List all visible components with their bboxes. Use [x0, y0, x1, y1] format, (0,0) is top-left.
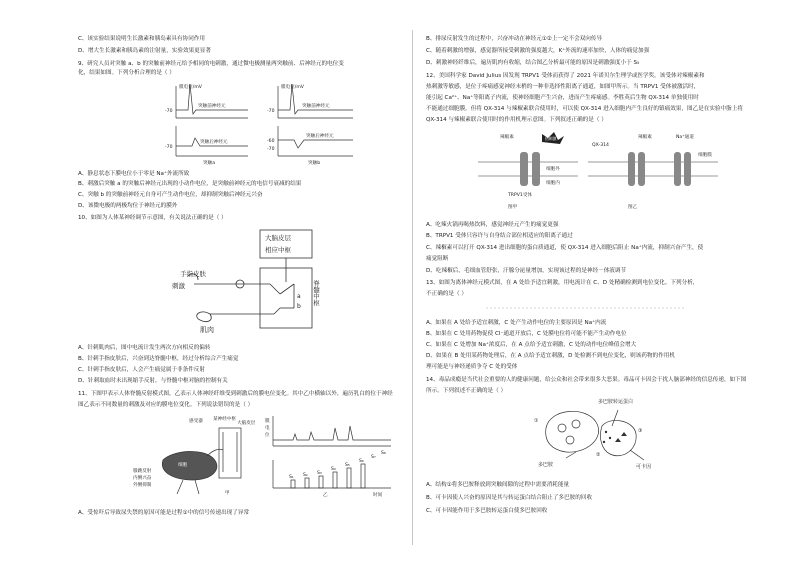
q12-out-label: 细胞外: [546, 167, 560, 172]
q11-fibers-label3: 外侧抑制: [133, 483, 152, 488]
q14-transporter-label: 多巴胺转运蛋白: [598, 399, 634, 405]
q12-capsaicin2-label: 辣椒素: [638, 135, 652, 140]
q12-stem-line3: 能引起 Ca²⁺、Na⁺等阳离子内流，使神经细胞产生兴奋，进而产生疼痛感。李胜英后生物 QX-314 单独使用时: [426, 95, 699, 101]
q11-jia-label: 甲: [225, 491, 230, 496]
q13-stem-line1: 13、如图为离体神经元模式图，在 A 处给予适宜刺激，用电流计在 C、D 处精确检测到电位变化。下列分析，: [426, 280, 699, 286]
q10-stimulus-label: 刺激: [172, 282, 185, 290]
q10-option-c: C、针刺手指皮肤后，人会产生痛觉属于非条件反射: [78, 367, 205, 373]
q13-stem-line2: 不正确的是（ ）: [426, 291, 467, 297]
q9-label-a: 突触a: [203, 161, 216, 166]
q11-cell-label: 细胞: [178, 463, 188, 468]
q12-na-channel-label: Na⁺通道: [676, 135, 694, 140]
q8-option-c: C、该实验结果说明生长激素和胰岛素具有协同作用: [78, 36, 205, 42]
q12-heat-label: 热刺激: [545, 136, 557, 141]
q9-post-a: 突触后神经元: [200, 140, 228, 145]
q10-cortex-line1: 大脑皮层: [265, 234, 291, 242]
q9-stem-line2: 化，结果如图。下列分析合理的是（ ）: [78, 70, 175, 76]
q10-skin-label: 手指皮肤: [180, 270, 206, 278]
q14-option-b: B、可卡因使人兴奋的原因是其与转运蛋白结合阻止了多巴胺的回收: [426, 495, 593, 501]
q11-stem-line2: 图乙表示不同数量的刺激及对应的膜电位变化。下列说法错误的是（ ）: [78, 402, 254, 408]
q11-s8: S₈: [381, 451, 386, 456]
q14-label-2: ②: [596, 452, 601, 458]
q13-option-b: B、如果在 C 处用药物促使 Cl⁻通道开放后，C 处膜电位将可能不能产生动作电位: [426, 331, 627, 337]
q10-option-b: B、针刺手指皮肤后，兴奋到达脊髓中枢，经过分析综合产生痛觉: [78, 356, 239, 362]
q10-muscle-label: 肌肉: [200, 326, 214, 334]
q9-stem-line1: 9、研究人员对突触 a、b 的突触前神经元给予相同的电刺激，通过微电极测量两突触前、后神经元的电位变: [78, 61, 344, 67]
right-column: [426, 0, 758, 562]
q10-point-a: a: [297, 293, 301, 300]
q12-in-label: 细胞内: [546, 181, 560, 186]
q11-s6: S₆: [359, 459, 364, 464]
q10-reflex-diagram: [170, 224, 360, 336]
q9-membrane-potential-figure: [148, 80, 368, 166]
q9-v70-a2: -70: [165, 145, 173, 150]
q9-label-b: 突触b: [308, 161, 321, 166]
q12-fig2-label: 图乙: [628, 205, 638, 210]
q12-option-b: B、TRPV1 受体只容许与自身结合部位相适应的阳离子通过: [426, 233, 573, 239]
q9-ylabel-a: 膜电位/mV: [179, 85, 202, 90]
q14-label-3: ③: [638, 428, 643, 434]
q11-cortex-label: 大脑皮层: [237, 421, 256, 426]
q9-option-d: D、该微电极的两极均位于神经元的膜外: [78, 203, 178, 209]
q11-s4: S₄: [331, 467, 336, 472]
q13-option-c: C、如果在 C 处增加 Na⁺浓度后，在 A 点给予适宜刺激，C 处的动作电位峰值会增大: [426, 342, 637, 348]
q12-capsaicin-label: 辣椒素: [500, 135, 514, 140]
q9-post-b: 突触后神经元: [306, 134, 334, 139]
q9-pre-a: 突触前神经元: [198, 104, 226, 109]
q9-v70-b2: -70: [267, 147, 275, 152]
q12-qx314-label: QX-314: [592, 143, 609, 148]
q14-cocaine-label: 可卡因: [636, 464, 652, 470]
q9-ylabel-b: 膜电位/mV: [281, 85, 304, 90]
q11-s5: S₅: [345, 463, 350, 468]
q12-stem-line1: 12、美国科学家 David Julius 因发现 TRPV1 受体而获得了 2021 年诺贝尔生理学或医学奖。该受体对辣椒素和: [426, 73, 705, 79]
q12-membrane-label: 细胞膜: [698, 153, 712, 158]
q9-option-b: B、刺激后突触 a 的突触后神经元出现的小动作电位，是突触前神经元的电信号衰减的结果: [78, 181, 302, 187]
q12-option-c-line1: C、辣椒素可以打开 QX-314 进出细胞的蛋白质通道，使 QX-314 进入细胞后阻止 Na⁺内流，抑制兴奋产生，使: [426, 245, 704, 251]
q13-option-d-line2: 理可能是与神经递质争夺 C 处的受体: [426, 364, 518, 370]
q11-option-c: C、随着刺激的增强，感觉器所接受刺激的强度越大，K⁺外流的速率加快，人体的痛觉加强: [426, 48, 650, 54]
q11-s1: S₁: [289, 475, 294, 480]
q10-stem: 10、如图为人体某神经调节示意图，有关说法正确的是（ ）: [78, 215, 227, 221]
q12-trpv1-label: TRPV1受体: [508, 193, 533, 198]
q11-fibers-label: 膝跳反射: [133, 469, 152, 474]
q12-fig1-label: 图甲: [508, 205, 518, 210]
q12-option-a: A、吃辣火锅再喝热饮料，感觉神经元产生的痛觉更强: [426, 222, 559, 228]
q12-stem-line5: QX-314 与辣椒素联合使用时的作用机理示意图。下列叙述正确的是（ ）: [426, 117, 607, 123]
q11-center-label: 某神经中枢: [213, 417, 236, 422]
q10-spinal-label: 脊髓中枢: [312, 280, 320, 306]
q11-option-a: A、受惊吓后导致尿失禁的原因可能是过程①中的信号传递出现了异常: [78, 510, 250, 516]
q14-stem-line2: 所示。下列叙述不正确的是（ ）: [426, 388, 507, 394]
q14-stem-line1: 14、毒品成瘾是当代社会重要的人的健康问题，给公众和社会带来很多大恶果。毒品可卡因会干扰人脑部神经的信息传递，如下图: [426, 377, 747, 383]
q11-ylab2: 电: [265, 426, 270, 431]
q11-option-d: D、刺激神经纤维后，遍历肌肉有收缩，结合图乙分析最可能的原因是刺激强度小于 S₅: [426, 60, 640, 66]
q12-stem-line4: 不能通过细胞膜，但将 QX-314 与辣椒素联合使用时，可以使 QX-314 进入细胞内产生良好的镇痛效果，图乙是在实验中脂上将: [426, 106, 743, 112]
q12-option-c-line2: 痛觉阻断: [426, 256, 449, 262]
q10-option-a: A、针刺肌肉后，图中电流计发生两次方向相反的偏转: [78, 345, 211, 351]
q10-point-b: b: [297, 303, 301, 310]
q9-v60-b: -60: [267, 139, 275, 144]
q12-option-d: D、吃辣椒后，毛细血管舒张，汗腺分泌量增加，实现该过程的是神经－体液调节: [426, 268, 627, 274]
q13-option-a: A、如果在 A 处给予适宜刺激，C 处产生动作电位的主要原因是 Na⁺内流: [426, 320, 607, 326]
q11-s7: S₇: [371, 455, 376, 460]
q13-neuron-figure: [486, 298, 686, 318]
q12-trpv1-figure: [478, 128, 718, 212]
q11-option-b: B、排尿反射发生的过程中，兴奋冲动在神经元①②上一定不会双向传导: [426, 36, 603, 42]
q9-option-c: C、突触 b 的突触前神经元自身可产生动作电位，却抑制突触后神经元兴奋: [78, 192, 263, 198]
q11-s3: S₃: [317, 471, 322, 476]
q9-pre-b: 突触前神经元: [302, 104, 330, 109]
q14-synapse-cocaine-figure: [526, 398, 666, 476]
column-divider: [412, 30, 413, 545]
left-column: [78, 0, 400, 562]
q13-option-d-line1: D、如果在 B 处用某药物处理后，在 A 点给予适宜刺激，D 处检测不到电位变化，则该药物的作用机: [426, 353, 675, 359]
q10-option-d: D、针刺取血时未出现缩手反射，与脊髓中枢对脑的控制有关: [78, 378, 228, 384]
q11-reflex-and-potential-figure: [133, 410, 398, 500]
q9-v70-a: -70: [165, 109, 173, 114]
q14-dopamine-label: 多巴胺: [538, 462, 554, 468]
q9-v70-b: -70: [267, 109, 275, 114]
q11-time-label: 时间: [373, 493, 383, 498]
q9-option-a: A、静息状态下膜电位小于零是 Na⁺外流所致: [78, 171, 190, 177]
q10-cortex-line2: 相应中枢: [265, 246, 291, 254]
q11-fibers-label2: 内侧兴奋: [133, 476, 152, 481]
q14-label-1: ①: [534, 418, 539, 424]
q11-receptor-label: 感受器: [189, 419, 203, 424]
q11-yi-label: 乙: [323, 493, 328, 498]
q14-option-c: C、可卡因能作用于多巴胺转运蛋白使多巴胺回收: [426, 508, 548, 514]
q11-ylab1: 膜: [265, 419, 270, 424]
q11-stem-line1: 11、下图甲表示人体脊髓反射模式图，乙表示人体神经纤维受到刺激后的膜电位变化。其中乙中横轴以外，遍历乳白的位于神经: [78, 391, 393, 397]
q12-stem-line2: 热刺激等敏感，是位于疼痛感觉神经末梢的一种非选择性阳离子通道，如图甲所示。当 TRPV1 受体被激活时，: [426, 84, 700, 90]
q11-s2: S₂: [303, 473, 308, 478]
q11-ylab3: 位: [265, 433, 270, 438]
q14-option-a: A、结构①将多巴胺释放到突触间隙的过程中需要消耗能量: [426, 482, 570, 488]
q8-option-d: D、增大生长激素和胰岛素的注射量，实验效果更显著: [78, 48, 211, 54]
